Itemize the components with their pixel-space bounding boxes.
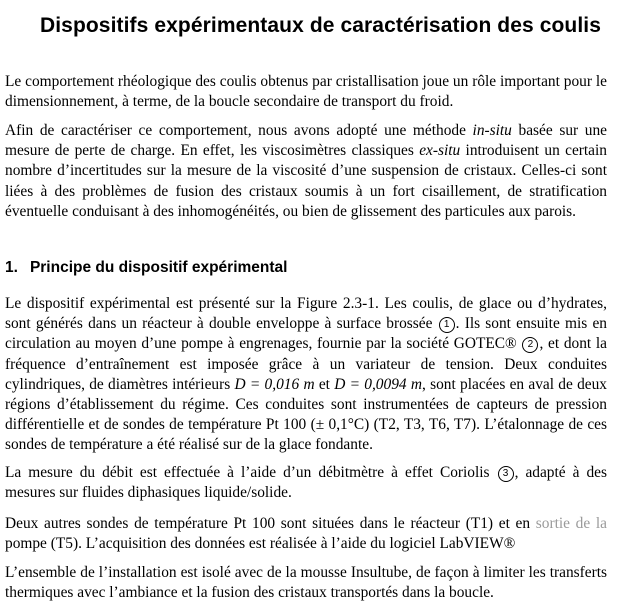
- method-text-b: basée sur une mesure de perte de charge. En effet, les viscosimètres classiques: [5, 122, 607, 160]
- paragraph-intro-text: Le comportement rhéologique des coulis obtenus par cristallisation joue un rôle important pour le dimensionnement, à terme, de la boucle secondaire de transport du froid.: [5, 73, 607, 111]
- paragraph-method: [5, 121, 607, 222]
- section-number: 1.: [5, 259, 18, 276]
- method-text-a: Afin de caractériser ce comportement, nous avons adopté une méthode: [5, 122, 473, 139]
- diameter-2: D = 0,0094 m: [334, 375, 422, 393]
- marker-3-icon: 3: [498, 466, 514, 482]
- setup-text-c: , et dont la fréquence d’entraînement est imposée grâce à un variateur de tension. Deux conduites cylindriques, de diamètres intérieurs: [5, 335, 607, 393]
- acq-text-a: Deux autres sondes de température Pt 100 sont situées dans le réacteur (T1) et en: [5, 515, 536, 532]
- in-situ-term: in-situ: [472, 122, 512, 139]
- flow-text-a: La mesure du débit est effectuée à l’aide d’un débitmètre à effet Coriolis: [5, 464, 497, 481]
- watermark-text: sortie de la: [535, 515, 607, 532]
- ex-situ-term: ex-situ: [419, 142, 461, 160]
- acq-text-b: pompe (T5). L’acquisition des données est réalisée à l’aide du logiciel LabVIEW®: [5, 535, 516, 553]
- section-title: Principe du dispositif expérimental: [29, 259, 288, 276]
- diameter-1: D = 0,016 m: [234, 375, 315, 393]
- method-text-c: introduisent un certain nombre d’incertitudes sur la mesure de la viscosité d’une suspension de cristaux. Celles-ci sont liées à des problèmes de fusion des cristaux soumis à un fort cisaillement, de stratification éventuelle conduisant à des inhomogénéités, ou bien de glissement des particules aux parois.: [5, 142, 607, 220]
- setup-text-a: Le dispositif expérimental est présenté sur la Figure 2.3-1. Les coulis, de glace ou d’hydrates, sont générés dans un réacteur à double enveloppe à surface brossée: [5, 295, 607, 333]
- setup-text-et: et: [314, 375, 335, 393]
- paragraph-intro: [5, 72, 607, 112]
- paragraph-flow: [5, 463, 607, 503]
- page-title: Dispositifs expérimentaux de caractérisation des coulis: [39, 14, 602, 37]
- setup-text-b: . Ils sont ensuite mis en circulation au moyen d’une pompe à engrenages, fournie par la société GOTEC®: [5, 315, 607, 353]
- section-heading: [5, 259, 287, 277]
- paragraph-acquisition: [5, 514, 607, 554]
- paragraph-insulation-text: L’ensemble de l’installation est isolé avec de la mousse Insultube, de façon à limiter les transferts thermiques avec l’ambiance et la fusion des cristaux transportés dans la boucle.: [5, 564, 607, 602]
- marker-2-icon: 2: [522, 337, 538, 353]
- paragraph-insulation: [5, 563, 607, 603]
- marker-1-icon: 1: [439, 317, 455, 333]
- paragraph-setup: [5, 294, 607, 456]
- setup-text-d: , sont placées en aval de deux régions d’établissement du régime. Ces conduites sont instrumentées de capteurs de pression différentielle et de sondes de température Pt 100 (± 0,1°C) (T2, T3, T6, T7). L’étalonnage de ces sondes de température a été réalisé sur de la glace fondante.: [5, 375, 608, 454]
- flow-text-b: , adapté à des mesures sur fluides diphasiques liquide/solide.: [5, 464, 608, 502]
